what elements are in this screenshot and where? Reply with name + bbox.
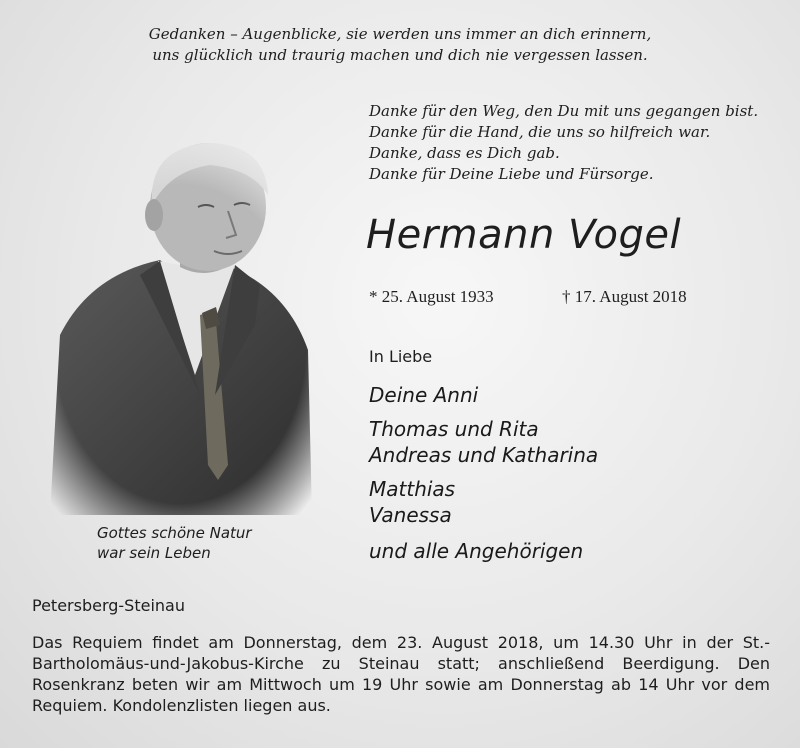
portrait-photo	[30, 135, 330, 515]
birth-date: * 25. August 1933	[369, 287, 494, 306]
photo-caption	[97, 523, 252, 563]
top-quote-line: uns glücklich und traurig machen und dich nie vergessen lassen.	[152, 46, 648, 64]
mourner-name: Vanessa	[369, 503, 452, 527]
caption-line: Gottes schöne Natur	[97, 524, 252, 542]
in-liebe-label: In Liebe	[369, 347, 433, 366]
mourner-group	[369, 476, 455, 528]
deceased-name: Hermann Vogel	[366, 212, 682, 258]
mourner-name: Andreas und Katharina	[369, 443, 599, 467]
thanks-line: Danke für den Weg, den Du mit uns gegangen bist.	[369, 102, 759, 120]
mourner-group	[369, 538, 583, 564]
top-quote-line: Gedanken – Augenblicke, sie werden uns immer an dich erinnern,	[148, 25, 652, 43]
mourner-group	[369, 382, 478, 408]
place-name: Petersberg-Steinau	[32, 596, 185, 615]
mourner-name: Deine Anni	[369, 383, 479, 407]
thanks-verse	[369, 101, 758, 185]
funeral-notice: Das Requiem findet am Donnerstag, dem 23. August 2018, um 14.30 Uhr in der St.-Bartholomäus-und-Jakobus-Kirche zu Steinau statt; anschließend Beerdigung. Den Rosenkranz beten wir am Mittwoch um 19 Uhr sowie am Donnerstag ab 14 Uhr vor dem Requiem. Kondolenzlisten liegen aus.	[32, 633, 770, 715]
mourner-name: Thomas und Rita	[369, 417, 539, 441]
mourner-group	[369, 416, 598, 468]
mourner-name: und alle Angehörigen	[369, 539, 584, 563]
thanks-line: Danke für die Hand, die uns so hilfreich war.	[369, 123, 711, 141]
thanks-line: Danke für Deine Liebe und Fürsorge.	[369, 165, 654, 183]
mourner-name: Matthias	[369, 477, 456, 501]
death-date: † 17. August 2018	[562, 287, 687, 306]
top-quote	[0, 24, 800, 66]
thanks-line: Danke, dass es Dich gab.	[369, 144, 560, 162]
caption-line: war sein Leben	[97, 544, 211, 562]
